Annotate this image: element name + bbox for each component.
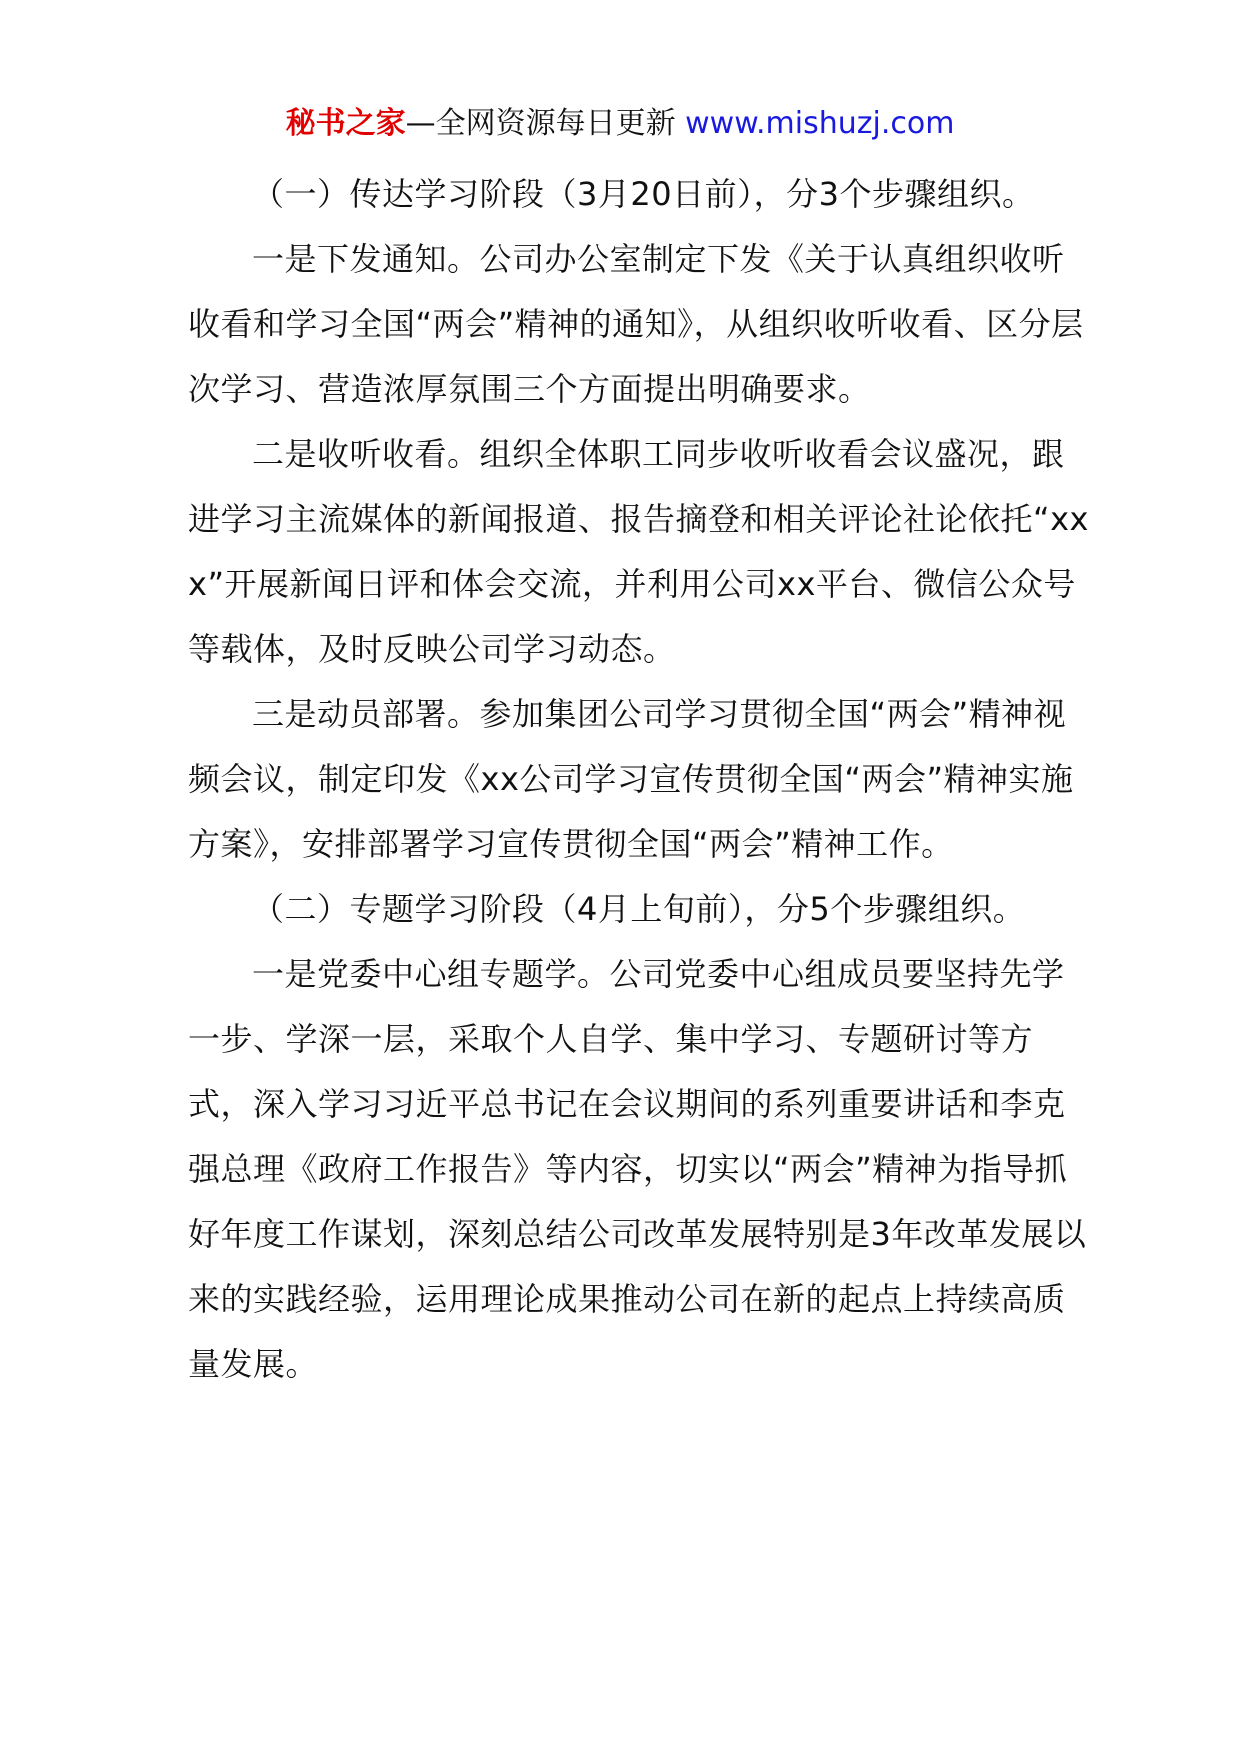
section-heading-2: （二）专题学习阶段（4月上旬前），分5个步骤组织。	[252, 890, 1026, 928]
website-link[interactable]: www.mishuzj.com	[685, 106, 955, 141]
brand-name: 秘书之家	[285, 106, 406, 141]
paragraph-party-study: 一是党委中心组专题学。公司党委中心组成员要坚持先学一步、学深一层，采取个人自学、集中学习、专题研讨等方式，深入学习习近平总书记在会议期间的系列重要讲话和李克强总理《政府工作报告》等内容，切实以“两会”精神为指导抓好年度工作谋划，深刻总结公司改革发展特别是3年改革发展以来的实践经验，运用理论成果推动公司在新的起点上持续高质量发展。	[188, 955, 1087, 1383]
paragraph-notice: 一是下发通知。公司办公室制定下发《关于认真组织收听收看和学习全国“两会”精神的通知》，从组织收听收看、区分层次学习、营造浓厚氛围三个方面提出明确要求。	[188, 240, 1084, 408]
page-header	[0, 104, 1240, 144]
section-heading-1: （一）传达学习阶段（3月20日前），分3个步骤组织。	[252, 175, 1035, 213]
header-tagline: —全网资源每日更新	[405, 106, 676, 141]
paragraph-watch: 二是收听收看。组织全体职工同步收听收看会议盛况，跟进学习主流媒体的新闻报道、报告摘登和相关评论社论依托“xxx”开展新闻日评和体会交流，并利用公司xx平台、微信公众号等载体，及时反映公司学习动态。	[188, 435, 1089, 668]
paragraph-mobilize: 三是动员部署。参加集团公司学习贯彻全国“两会”精神视频会议，制定印发《xx公司学习宣传贯彻全国“两会”精神实施方案》，安排部署学习宣传贯彻全国“两会”精神工作。	[188, 695, 1074, 863]
document-body	[188, 162, 1090, 1397]
